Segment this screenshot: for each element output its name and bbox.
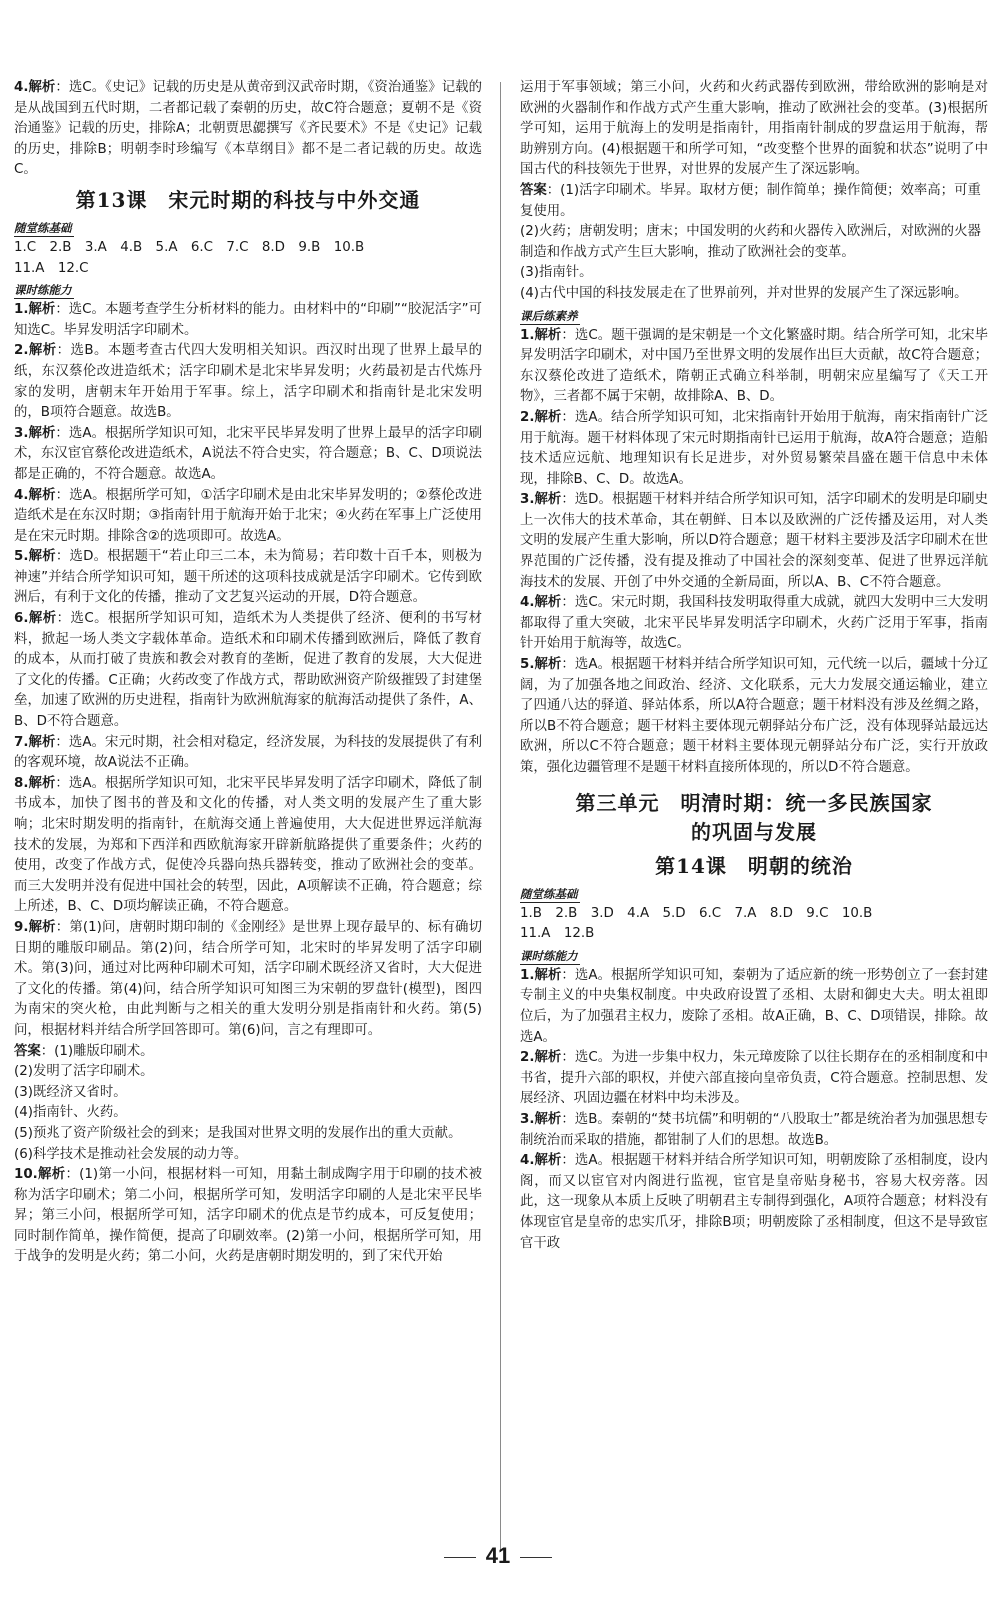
explanation-item: 4.解析：选A。根据题干材料并结合所学知识可知，明朝废除了丞相制度，设内阁，而又以宦官对内阁进行监视，宦官是皇帝贴身秘书，容易大权旁落。因此，这一现象从本质上反映了明朝君主专制得到强化，A项符合题意；材料没有体现宦官是皇帝的忠实爪牙，排除B项；明朝废除了丞相制度，但这不是导致宦官干政 bbox=[520, 1153, 988, 1251]
answer-line: (2)发明了活字印刷术。 bbox=[14, 1064, 154, 1080]
lesson-14-title: 第14课 明朝的统治 bbox=[655, 853, 853, 878]
unit-3-title-line-1: 第三单元 明清时期：统一多民族国家 bbox=[575, 790, 933, 815]
answer-line: (4)指南针、火药。 bbox=[14, 1105, 127, 1121]
explanation-item: 5.解析：选D。根据题干“若止印三二本，未为简易；若印数十百千本，则极为神速”并结合所学知识可知，题干所述的这项科技成就是活字印刷术。它传到欧洲后，有利于文化的传播，推动了文艺复兴运动的开展，D符合题意。 bbox=[14, 549, 483, 606]
section-tag-after-class: 课后练素养 bbox=[520, 308, 578, 323]
answer-key-line: 1.C 2.B 3.A 4.B 5.A 6.C 7.C 8.D 9.B 10.B bbox=[14, 239, 365, 255]
explanation-item: 1.解析：选C。题干强调的是宋朝是一个文化繁盛时期。结合所学可知，北宋毕昇发明活字印刷术，对中国乃至世界文明的发展作出巨大贡献，故C符合题意；东汉蔡伦改进了造纸术，隋朝正式确立科举制，明朝宋应星编写了《天工开物》，三者都不属于宋朝，故排除A、B、D。 bbox=[520, 327, 989, 405]
answer-block: 答案：(1)雕版印刷术。 bbox=[14, 1043, 154, 1059]
explanation-item: 1.解析：选C。本题考查学生分析材料的能力。由材料中的“印刷”“胶泥活字”可知选C。毕昇发明活字印刷术。 bbox=[14, 302, 482, 338]
answer-key-line: 11.A 12.B bbox=[520, 926, 595, 942]
explanation-item: 3.解析：选B。秦朝的“焚书坑儒”和明朝的“八股取士”都是统治者为加强思想专制统治而采取的措施，都钳制了人们的思想。故选B。 bbox=[520, 1111, 989, 1148]
explanation-item: 9.解析：第(1)问，唐朝时期印制的《金刚经》是世界上现存最早的、标有确切日期的雕版印刷品。第(2)问，结合所学可知，北宋时的毕昇发明了活字印刷术。第(3)问，通过对比两种印刷术可知，活字印刷术既经济又省时，大大促进了文化的传播。第(4)问，结合所学知识可知图三为宋朝的罗盘针(模型)，图四为南宋的突火枪，由此判断与之相关的重大发明分别是指南针和火药。第(5)问，根据材料并结合所学回答即可。第(6)问，言之有理即可。 bbox=[14, 919, 483, 1038]
answer-line: (6)科学技术是推动社会发展的动力等。 bbox=[14, 1146, 248, 1162]
explanation-item: 3.解析：选A。根据所学知识可知，北宋平民毕昇发明了世界上最早的活字印刷术，东汉宦官蔡伦改进造纸术，A说法不符合史实，符合题意；B、C、D项说法都是正确的，不符合题意。故选A。 bbox=[14, 425, 482, 482]
explanation-item: 4.解析：选A。根据所学可知，①活字印刷术是由北宋毕昇发明的；②蔡伦改进造纸术是在东汉时期；③指南针用于航海开始于北宋；④火药在军事上广泛使用是在宋元时期。排除含②的选项即可。故选A。 bbox=[14, 487, 482, 544]
explanation-item: 8.解析：选A。根据所学知识可知，北宋平民毕昇发明了活字印刷术，降低了制书成本，加快了图书的普及和文化的传播，对人类文明的发展产生了重大影响；北宋时期发明的指南针，在航海交通上普遍使用，大大促进世界远洋航海技术的发展，为郑和下西洋和西欧航海家开辟新航路提供了重要条件；火药的使用，改变了作战方式，促使冷兵器向热兵器转变，推动了欧洲社会的变革。而三大发明并没有促进中国社会的转型，因此，A项解读不正确，符合题意；综上所述，B、C、D项均解读正确，不符合题意。 bbox=[14, 775, 482, 915]
section-tag-lesson: 课时练能力 bbox=[520, 948, 578, 963]
answer-key-line: 11.A 12.C bbox=[14, 260, 89, 276]
page-number: 41 bbox=[0, 1543, 996, 1569]
explanation-item: 1.解析：选A。根据所学知识可知，秦朝为了适应新的统一形势创立了一套封建专制主义的中央集权制度。中央政府设置了丞相、太尉和御史大夫。明太祖即位后，为了加强君主权力，废除了丞相。故A正确，B、C、D项错误，排除。故选A。 bbox=[520, 967, 988, 1045]
section-tag-classroom: 随堂练基础 bbox=[520, 886, 578, 901]
answer-line: (4)古代中国的科技发展走在了世界前列，并对世界的发展产生了深远影响。 bbox=[520, 285, 968, 301]
unit-3-title-line-2: 的巩固与发展 bbox=[691, 819, 817, 844]
explanation-item: 3.解析：选D。根据题干材料并结合所学知识可知，活字印刷术的发明是印刷史上一次伟大的技术革命，其在朝鲜、日本以及欧洲的广泛传播及运用，对人类文明的发展产生重大影响，所以D符合题意；题干材料主要涉及活字印刷术在世界范围的广泛传播，没有提及推动了中国社会的深刻变革、促进了世界远洋航海技术的发展、开创了中外交通的全新局面，所以A、B、C不符合题意。 bbox=[520, 492, 988, 590]
explanation-item: 5.解析：选A。根据题干材料并结合所学知识可知，元代统一以后，疆域十分辽阔，为了加强各地之间政治、经济、文化联系，元大力发展交通运输业，建立了四通八达的驿道、驿站体系，所以A符合题意；题干材料没有涉及丝绸之路，所以B不符合题意；题干材料主要体现元朝驿站分布广泛，没有体现驿站最远达欧洲，所以C不符合题意；题干材料主要体现元朝驿站分布广泛，实行开放政策，强化边疆管理不是题干材料直接所体现的，所以D不符合题意。 bbox=[520, 657, 988, 775]
column-divider bbox=[500, 82, 501, 1552]
q4-explanation: 4.解析：选C。《史记》记载的历史是从黄帝到汉武帝时期，《资治通鉴》记载的是从战国到五代时期，二者都记载了秦朝的历史，故C符合题意；夏朝不是《资治通鉴》记载的历史，排除A；北朝贾思勰撰写《齐民要术》不是《史记》记载的历史，排除B；明朝李时珍编写《本草纲目》都不是二者记载的历史。故选C。 bbox=[14, 80, 482, 178]
answer-line: (5)预兆了资产阶级社会的到来；是我国对世界文明的发展作出的重大贡献。 bbox=[14, 1125, 462, 1141]
explanation-item: 4.解析：选C。宋元时期，我国科技发明取得重大成就，就四大发明中三大发明都取得了重大突破，北宋平民毕昇发明活字印刷术，火药广泛用于军事，指南针开始用于航海等，故选C。 bbox=[520, 595, 989, 652]
answer-block: 答案：(1)活字印刷术。毕昇。取材方便；制作简单；操作简便；效率高；可重复使用。 bbox=[520, 182, 981, 219]
section-tag-lesson: 课时练能力 bbox=[14, 283, 72, 298]
answer-key-line: 1.B 2.B 3.D 4.A 5.D 6.C 7.A 8.D 9.C 10.B bbox=[520, 905, 873, 921]
explanation-item: 7.解析：选A。宋元时期，社会相对稳定，经济发展，为科技的发展提供了有利的客观环境，故A说法不正确。 bbox=[14, 734, 482, 771]
explanation-continued: 运用于军事领域；第三小问，火药和火药武器传到欧洲，带给欧洲的影响是对欧洲的火器制作和作战方式产生重大影响，推动了欧洲社会的变革。(3)根据所学可知，运用于航海上的发明是指南针，用指南针制成的罗盘运用于航海，帮助辨别方向。(4)根据题干和所学可知，“改变整个世界的面貌和状态”说明了中国古代的科技领先于世界，对世界的发展产生了深远影响。 bbox=[520, 80, 988, 178]
explanation-item: 2.解析：选C。为进一步集中权力，朱元璋废除了以往长期存在的丞相制度和中书省，提升六部的职权，并使六部直接向皇帝负责，C符合题意。控制思想、发展经济、巩固边疆在材料中均未涉及。 bbox=[520, 1050, 989, 1107]
explanation-item: 2.解析：选A。结合所学知识可知，北宋指南针开始用于航海，南宋指南针广泛用于航海。题干材料体现了宋元时期指南针已运用于航海，故A符合题意；造船技术适应远航、地理知识有长足进步，对外贸易繁荣昌盛在题干信息中未体现，排除B、C、D。故选A。 bbox=[520, 409, 988, 487]
explanation-item: 10.解析：(1)第一小问，根据材料一可知，用黏土制成陶字用于印刷的技术被称为活字印刷术；第二小问，根据所学可知，发明活字印刷的人是北宋平民毕昇；第三小问，根据所学可知，活字印刷术的优点是节约成本，可反复使用；同时制作简单，操作简便，提高了印刷效率。(2)第一小问，根据所学可知，用于战争的发明是火药；第二小问，火药是唐朝时期发明的，到了宋代开始 bbox=[14, 1167, 482, 1265]
explanation-item: 6.解析：选C。根据所学知识可知，造纸术为人类提供了经济、便利的书写材料，掀起一场人类文字载体革命。造纸术和印刷术传播到欧洲后，降低了教育的成本，从而打破了贵族和教会对教育的垄断，促进了教育的发展，大大促进了文化的传播。C正确；火药改变了作战方式，帮助欧洲资产阶级摧毁了封建堡垒，加速了欧洲的历史进程，指南针为欧洲航海家的航海活动提供了条件，A、B、D不符合题意。 bbox=[14, 611, 482, 730]
right-column bbox=[520, 78, 988, 1254]
explanation-item: 2.解析：选B。本题考查古代四大发明相关知识。西汉时出现了世界上最早的纸，东汉蔡伦改进造纸术；活字印刷术是北宋毕昇发明；火药最初是古代炼丹家的发明，唐朝末年开始用于军事。综上，活字印刷术和指南针是北宋发明的，B项符合题意。故选B。 bbox=[14, 343, 483, 421]
left-column bbox=[14, 78, 482, 1268]
answer-line: (3)既经济又省时。 bbox=[14, 1084, 127, 1100]
section-tag-classroom: 随堂练基础 bbox=[14, 220, 72, 235]
answer-line: (2)火药；唐朝发明；唐末；中国发明的火药和火器传入欧洲后，对欧洲的火器制造和作战方式产生巨大影响，推动了欧洲社会的变革。 bbox=[520, 224, 981, 260]
answer-line: (3)指南针。 bbox=[520, 265, 593, 281]
lesson-13-title: 第13课 宋元时期的科技与中外交通 bbox=[75, 187, 421, 212]
